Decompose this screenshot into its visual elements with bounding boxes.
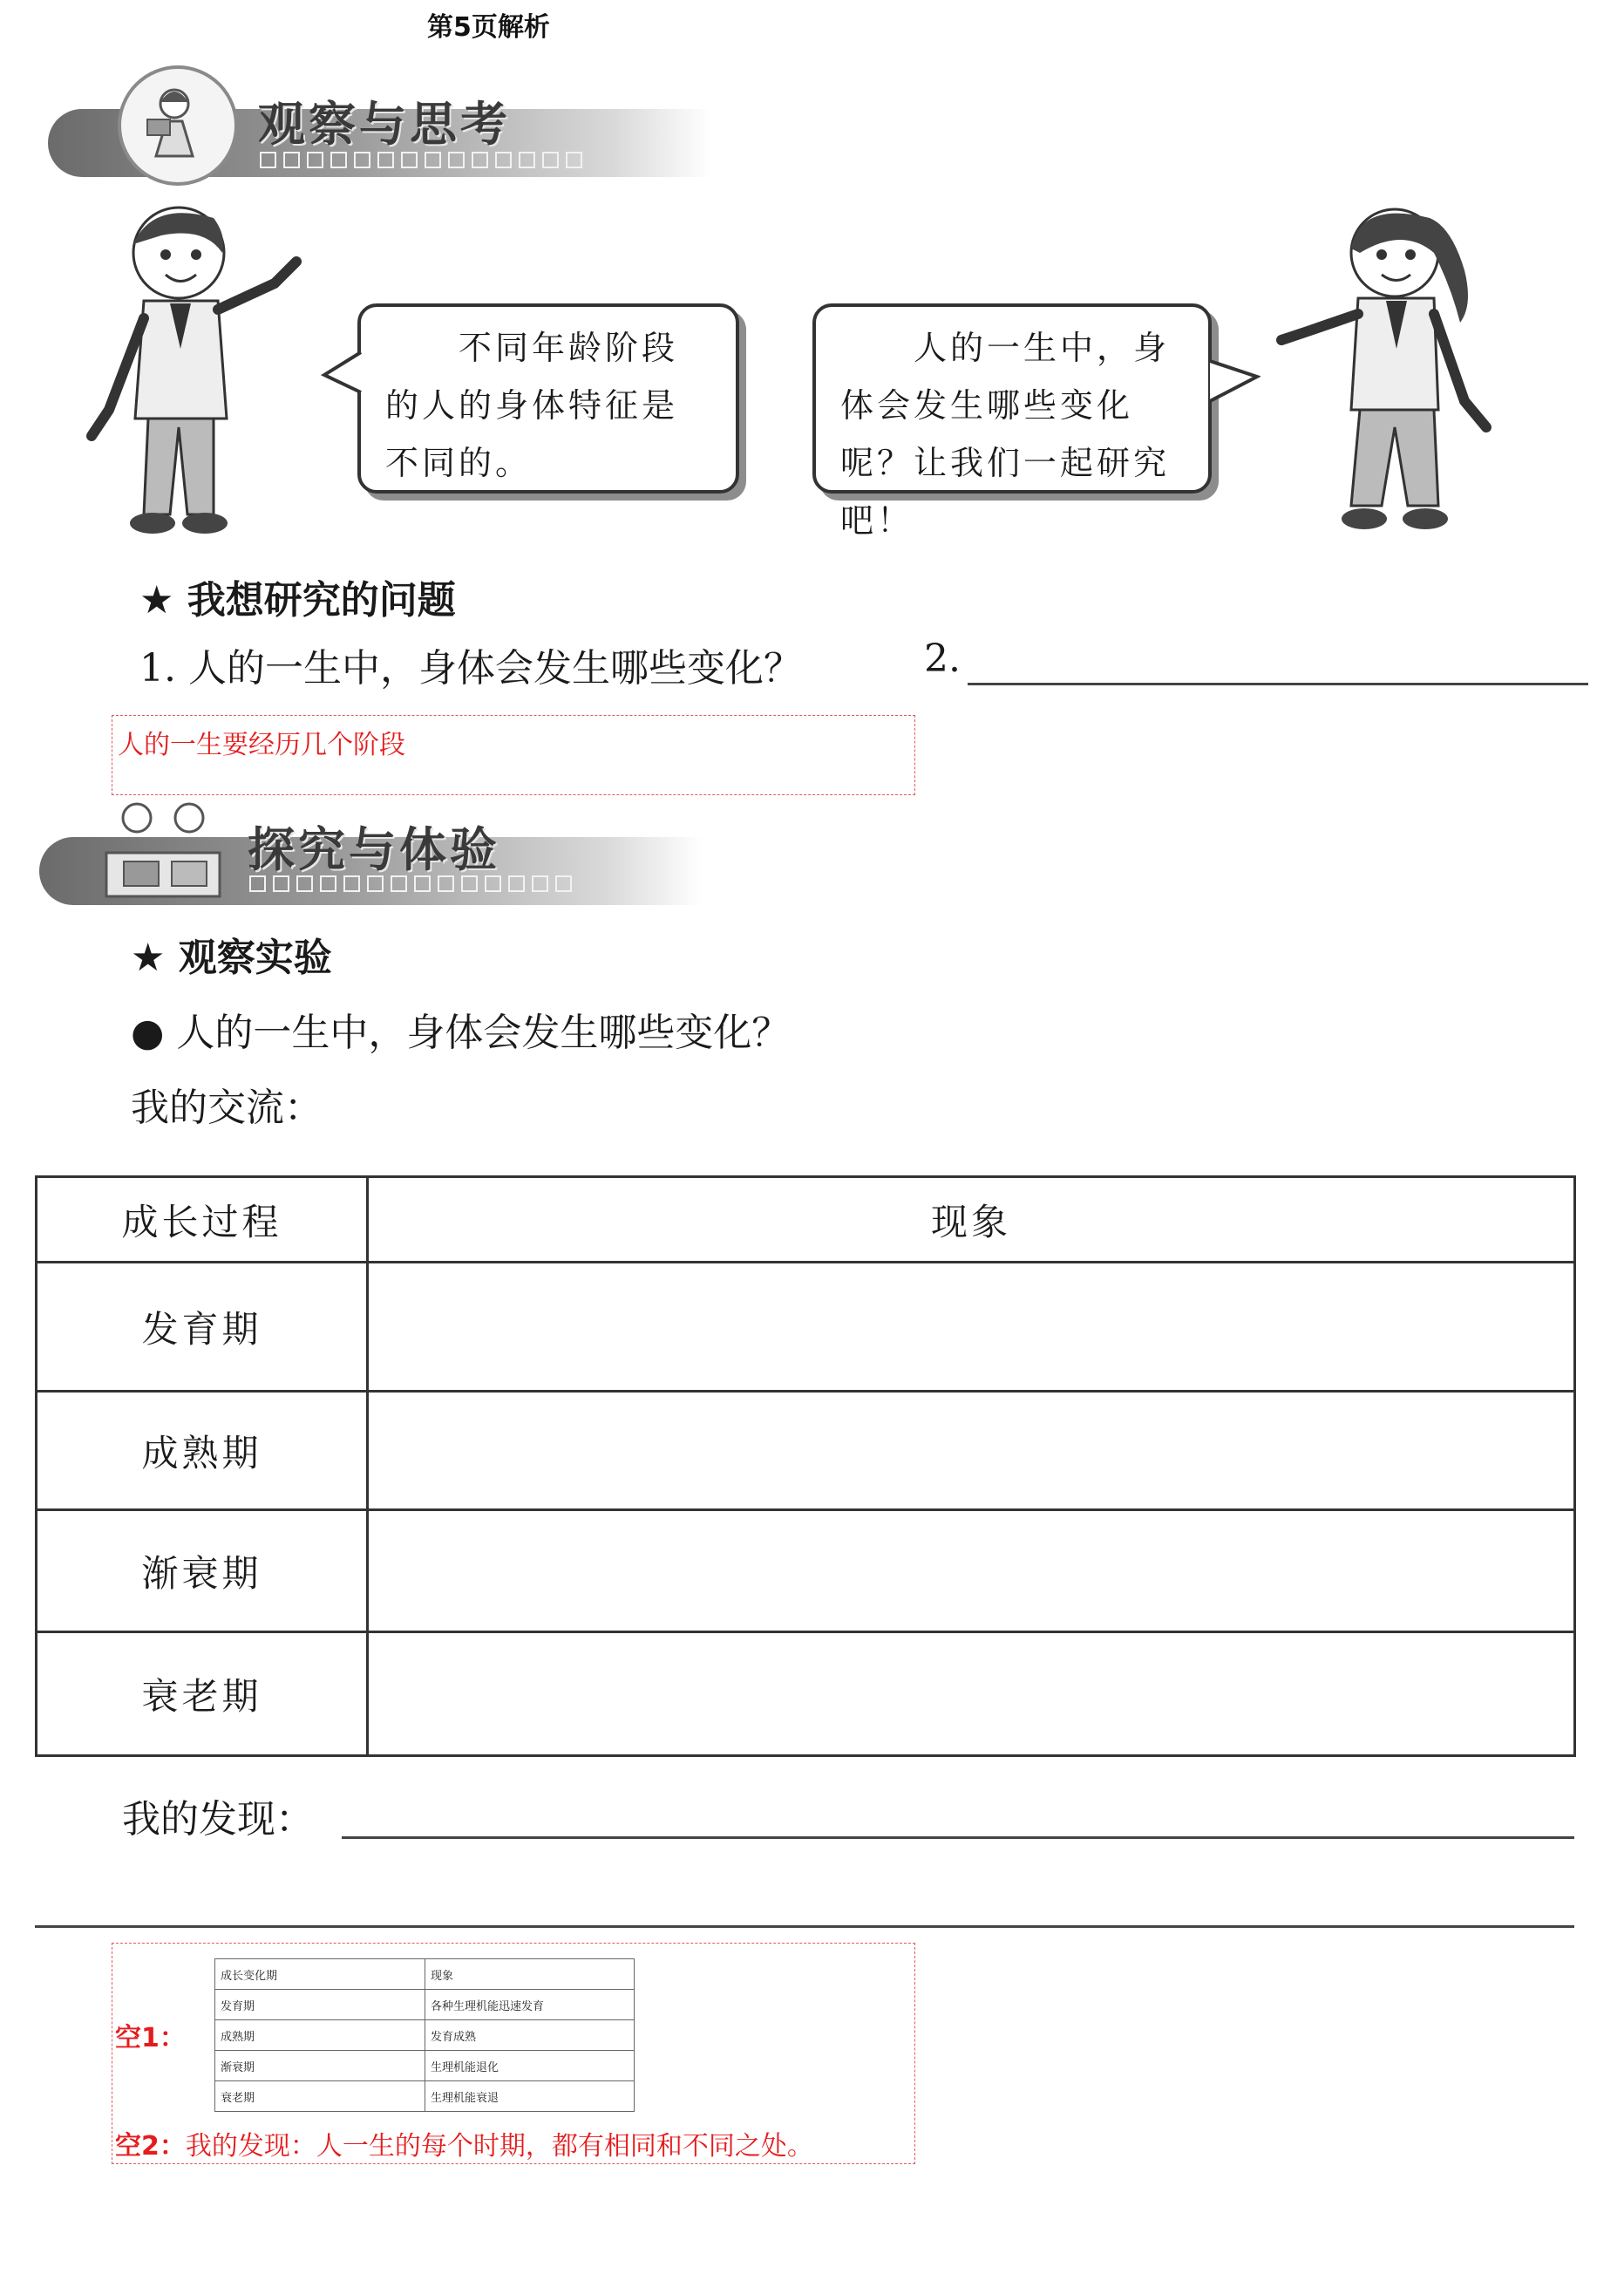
table-row-stage: 衰老期 xyxy=(37,1632,368,1756)
mini-row-phenomenon: 生理机能退化 xyxy=(425,2051,635,2081)
mini-row-phenomenon: 发育成熟 xyxy=(425,2020,635,2051)
girl-illustration xyxy=(1264,201,1517,549)
blank-2-answer xyxy=(115,2124,813,2162)
experiment-question: ● 人的一生中，身体会发生哪些变化？ xyxy=(131,1011,791,1055)
speech-bubble-boy: 不同年龄阶段的人的身体特征是不同的。 xyxy=(357,303,739,494)
section-title-explore: 探究与体验 xyxy=(248,822,500,877)
table-header-stage: 成长过程 xyxy=(37,1177,368,1263)
banner-dots xyxy=(249,875,572,892)
banner-dots xyxy=(260,152,582,168)
answer-mini-table xyxy=(214,1958,635,2112)
exchange-label: 我的交流： xyxy=(131,1086,323,1130)
table-row-stage: 渐衰期 xyxy=(37,1510,368,1632)
table-row-phenomenon-cell[interactable] xyxy=(368,1263,1575,1392)
mini-row-phenomenon: 各种生理机能迅速发育 xyxy=(425,1990,635,2020)
answer-1-text: 人的一生要经历几个阶段 xyxy=(118,730,405,760)
table-row-phenomenon-cell[interactable] xyxy=(368,1392,1575,1510)
table-row-phenomenon-cell[interactable] xyxy=(368,1510,1575,1632)
table-header-phenomenon: 现象 xyxy=(368,1177,1575,1263)
table-row-stage: 成熟期 xyxy=(37,1392,368,1510)
mini-row-stage: 成熟期 xyxy=(215,2020,425,2051)
boy-illustration xyxy=(74,201,318,549)
page-title: 第5页解析 xyxy=(427,12,550,43)
girl-reading-emblem xyxy=(118,65,238,186)
mini-header-stage: 成长变化期 xyxy=(215,1959,425,1990)
mini-header-phenomenon: 现象 xyxy=(425,1959,635,1990)
mini-row-phenomenon: 生理机能衰退 xyxy=(425,2081,635,2112)
mini-row-stage: 衰老期 xyxy=(215,2081,425,2112)
table-row-phenomenon-cell[interactable] xyxy=(368,1632,1575,1756)
mini-row-stage: 发育期 xyxy=(215,1990,425,2020)
mini-row-stage: 渐衰期 xyxy=(215,2051,425,2081)
growth-table xyxy=(35,1175,1576,1757)
question-2-label: 2. xyxy=(924,637,961,681)
experiment-heading: ★ 观察实验 xyxy=(131,936,332,980)
question-2-blank[interactable] xyxy=(968,683,1588,685)
blank-2-text: 我的发现：人一生的每个时期，都有相同和不同之处。 xyxy=(185,2131,813,2162)
blank-2-label: 空2： xyxy=(115,2131,186,2162)
questions-heading: ★ 我想研究的问题 xyxy=(139,578,456,623)
discovery-label: 我的发现： xyxy=(122,1797,314,1842)
blank-1-label: 空1： xyxy=(115,2023,186,2053)
kids-with-books-emblem xyxy=(98,792,228,905)
discovery-blank-2[interactable] xyxy=(35,1925,1574,1928)
discovery-blank-1[interactable] xyxy=(342,1836,1574,1839)
answer-box-1 xyxy=(112,715,915,795)
bubble-tail-right xyxy=(1208,358,1260,413)
section-title-observe: 观察与思考 xyxy=(258,97,511,152)
question-1: 1. 人的一生中，身体会发生哪些变化？ xyxy=(139,646,802,691)
table-row-stage: 发育期 xyxy=(37,1263,368,1392)
bubble-tail-left xyxy=(321,349,364,405)
speech-bubble-girl: 人的一生中，身体会发生哪些变化呢？让我们一起研究吧！ xyxy=(812,303,1212,494)
